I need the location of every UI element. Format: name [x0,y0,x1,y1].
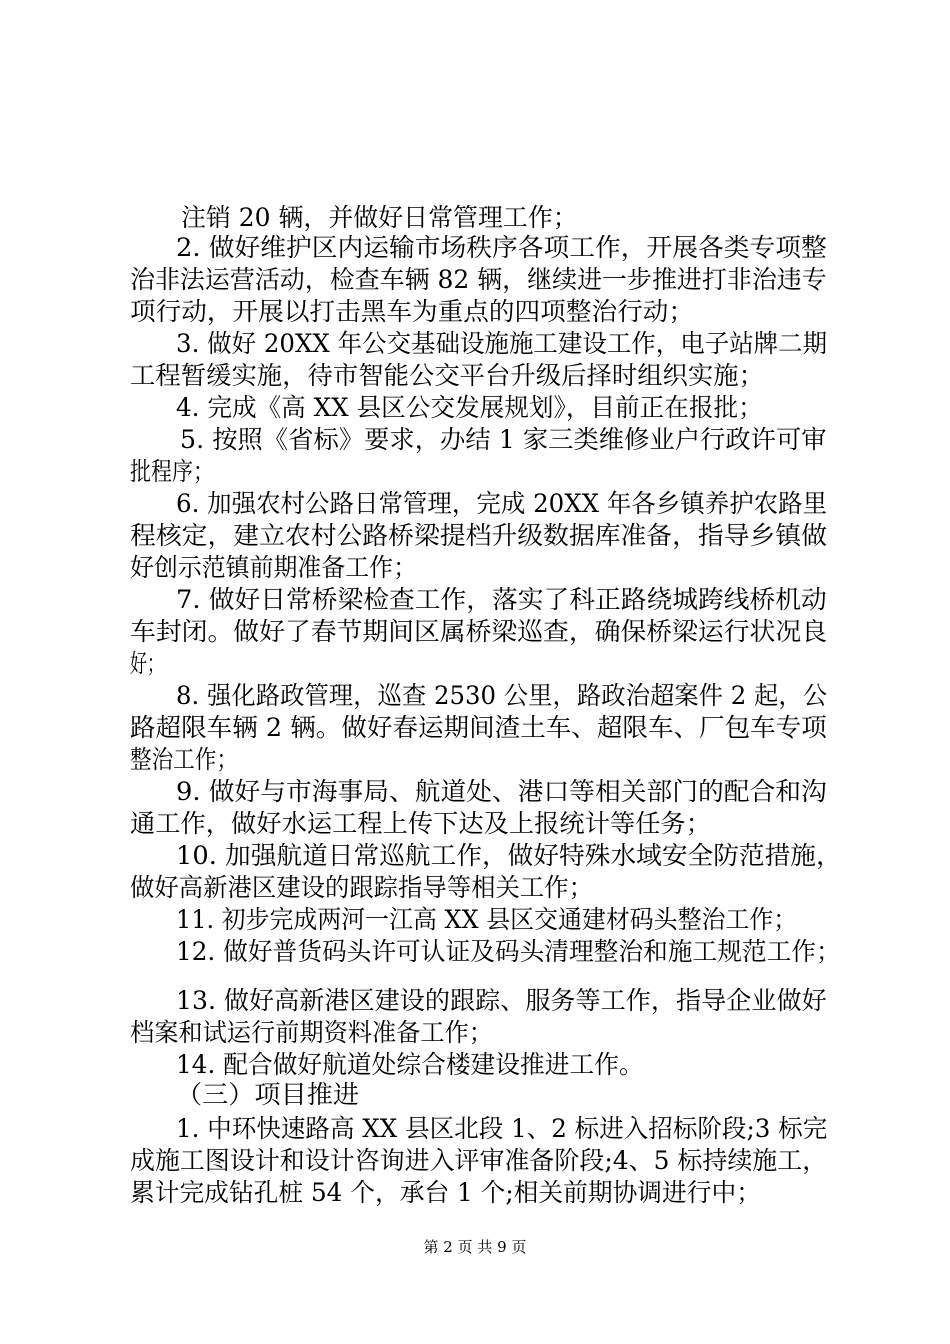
body-line: 车封闭。做好了春节期间区属桥梁巡查，确保桥梁运行状况良 [130,617,828,646]
body-line: 4. 完成《高 XX 县区公交发展规划》，目前正在报批； [176,393,763,422]
body-line: 注销 20 辆，并做好日常管理工作； [181,203,578,232]
body-line: 13. 做好高新港区建设的跟踪、服务等工作，指导企业做好 [176,986,827,1015]
body-line: 9. 做好与市海事局、航道处、港口等相关部门的配合和沟 [176,777,827,806]
body-line: 批程序； [130,457,215,486]
body-line: 整治工作； [130,745,239,774]
body-line: 做好高新港区建设的跟踪指导等相关工作； [130,873,594,902]
body-line: 6. 加强农村公路日常管理，完成 20XX 年各乡镇养护农路里 [176,489,828,518]
body-line: 10. 加强航道日常巡航工作，做好特殊水域安全防范措施， [176,841,842,870]
body-line: 12. 做好普货码头许可认证及码头清理整治和施工规范工作； [176,937,841,966]
body-line: 路超限车辆 2 辆。做好春运期间渣土车、超限车、厂包车专项 [130,713,827,742]
body-line: 好； [130,649,165,678]
body-line: 程核定，建立农村公路桥梁提档升级数据库准备，指导乡镇做 [130,521,828,550]
body-line: 7. 做好日常桥梁检查工作，落实了科正路绕城跨线桥机动 [176,585,827,614]
body-line: 2. 做好维护区内运输市场秩序各项工作，开展各类专项整 [176,233,827,262]
body-line: 11. 初步完成两河一江高 XX 县区交通建材码头整治工作； [176,905,798,934]
body-line: 成施工图设计和设计咨询进入评审准备阶段;4、5 标持续施工， [130,1146,828,1175]
body-line: 项行动，开展以打击黑车为重点的四项整治行动； [130,297,695,326]
body-line: 通工作，做好水运工程上传下达及上报统计等任务； [130,809,712,838]
body-line: 5. 按照《省标》要求，办结 1 家三类维修业户行政许可审 [180,425,827,454]
body-line: 好创示范镇前期准备工作； [130,553,418,582]
body-line: 1. 中环快速路高 XX 县区北段 1、2 标进入招标阶段;3 标完 [176,1114,828,1143]
body-line: 14. 配合做好航道处综合楼建设推进工作。 [176,1050,644,1079]
body-line: 档案和试运行前期资料准备工作； [130,1018,494,1047]
body-line: 治非法运营活动，检查车辆 82 辆，继续进一步推进打非治违专 [130,265,827,294]
body-line: 工程暂缓实施，待市智能公交平台升级后择时组织实施； [130,361,765,390]
page-footer: 第 2 页 共 9 页 [423,1238,527,1256]
body-line: 累计完成钻孔桩 54 个，承台 1 个;相关前期协调进行中； [130,1178,761,1207]
body-line: 3. 做好 20XX 年公交基础设施施工建设工作，电子站牌二期 [176,329,828,358]
section-heading: （三）项目推进 [176,1080,360,1109]
body-line: 8. 强化路政管理，巡查 2530 公里，路政治超案件 2 起，公 [176,681,828,710]
